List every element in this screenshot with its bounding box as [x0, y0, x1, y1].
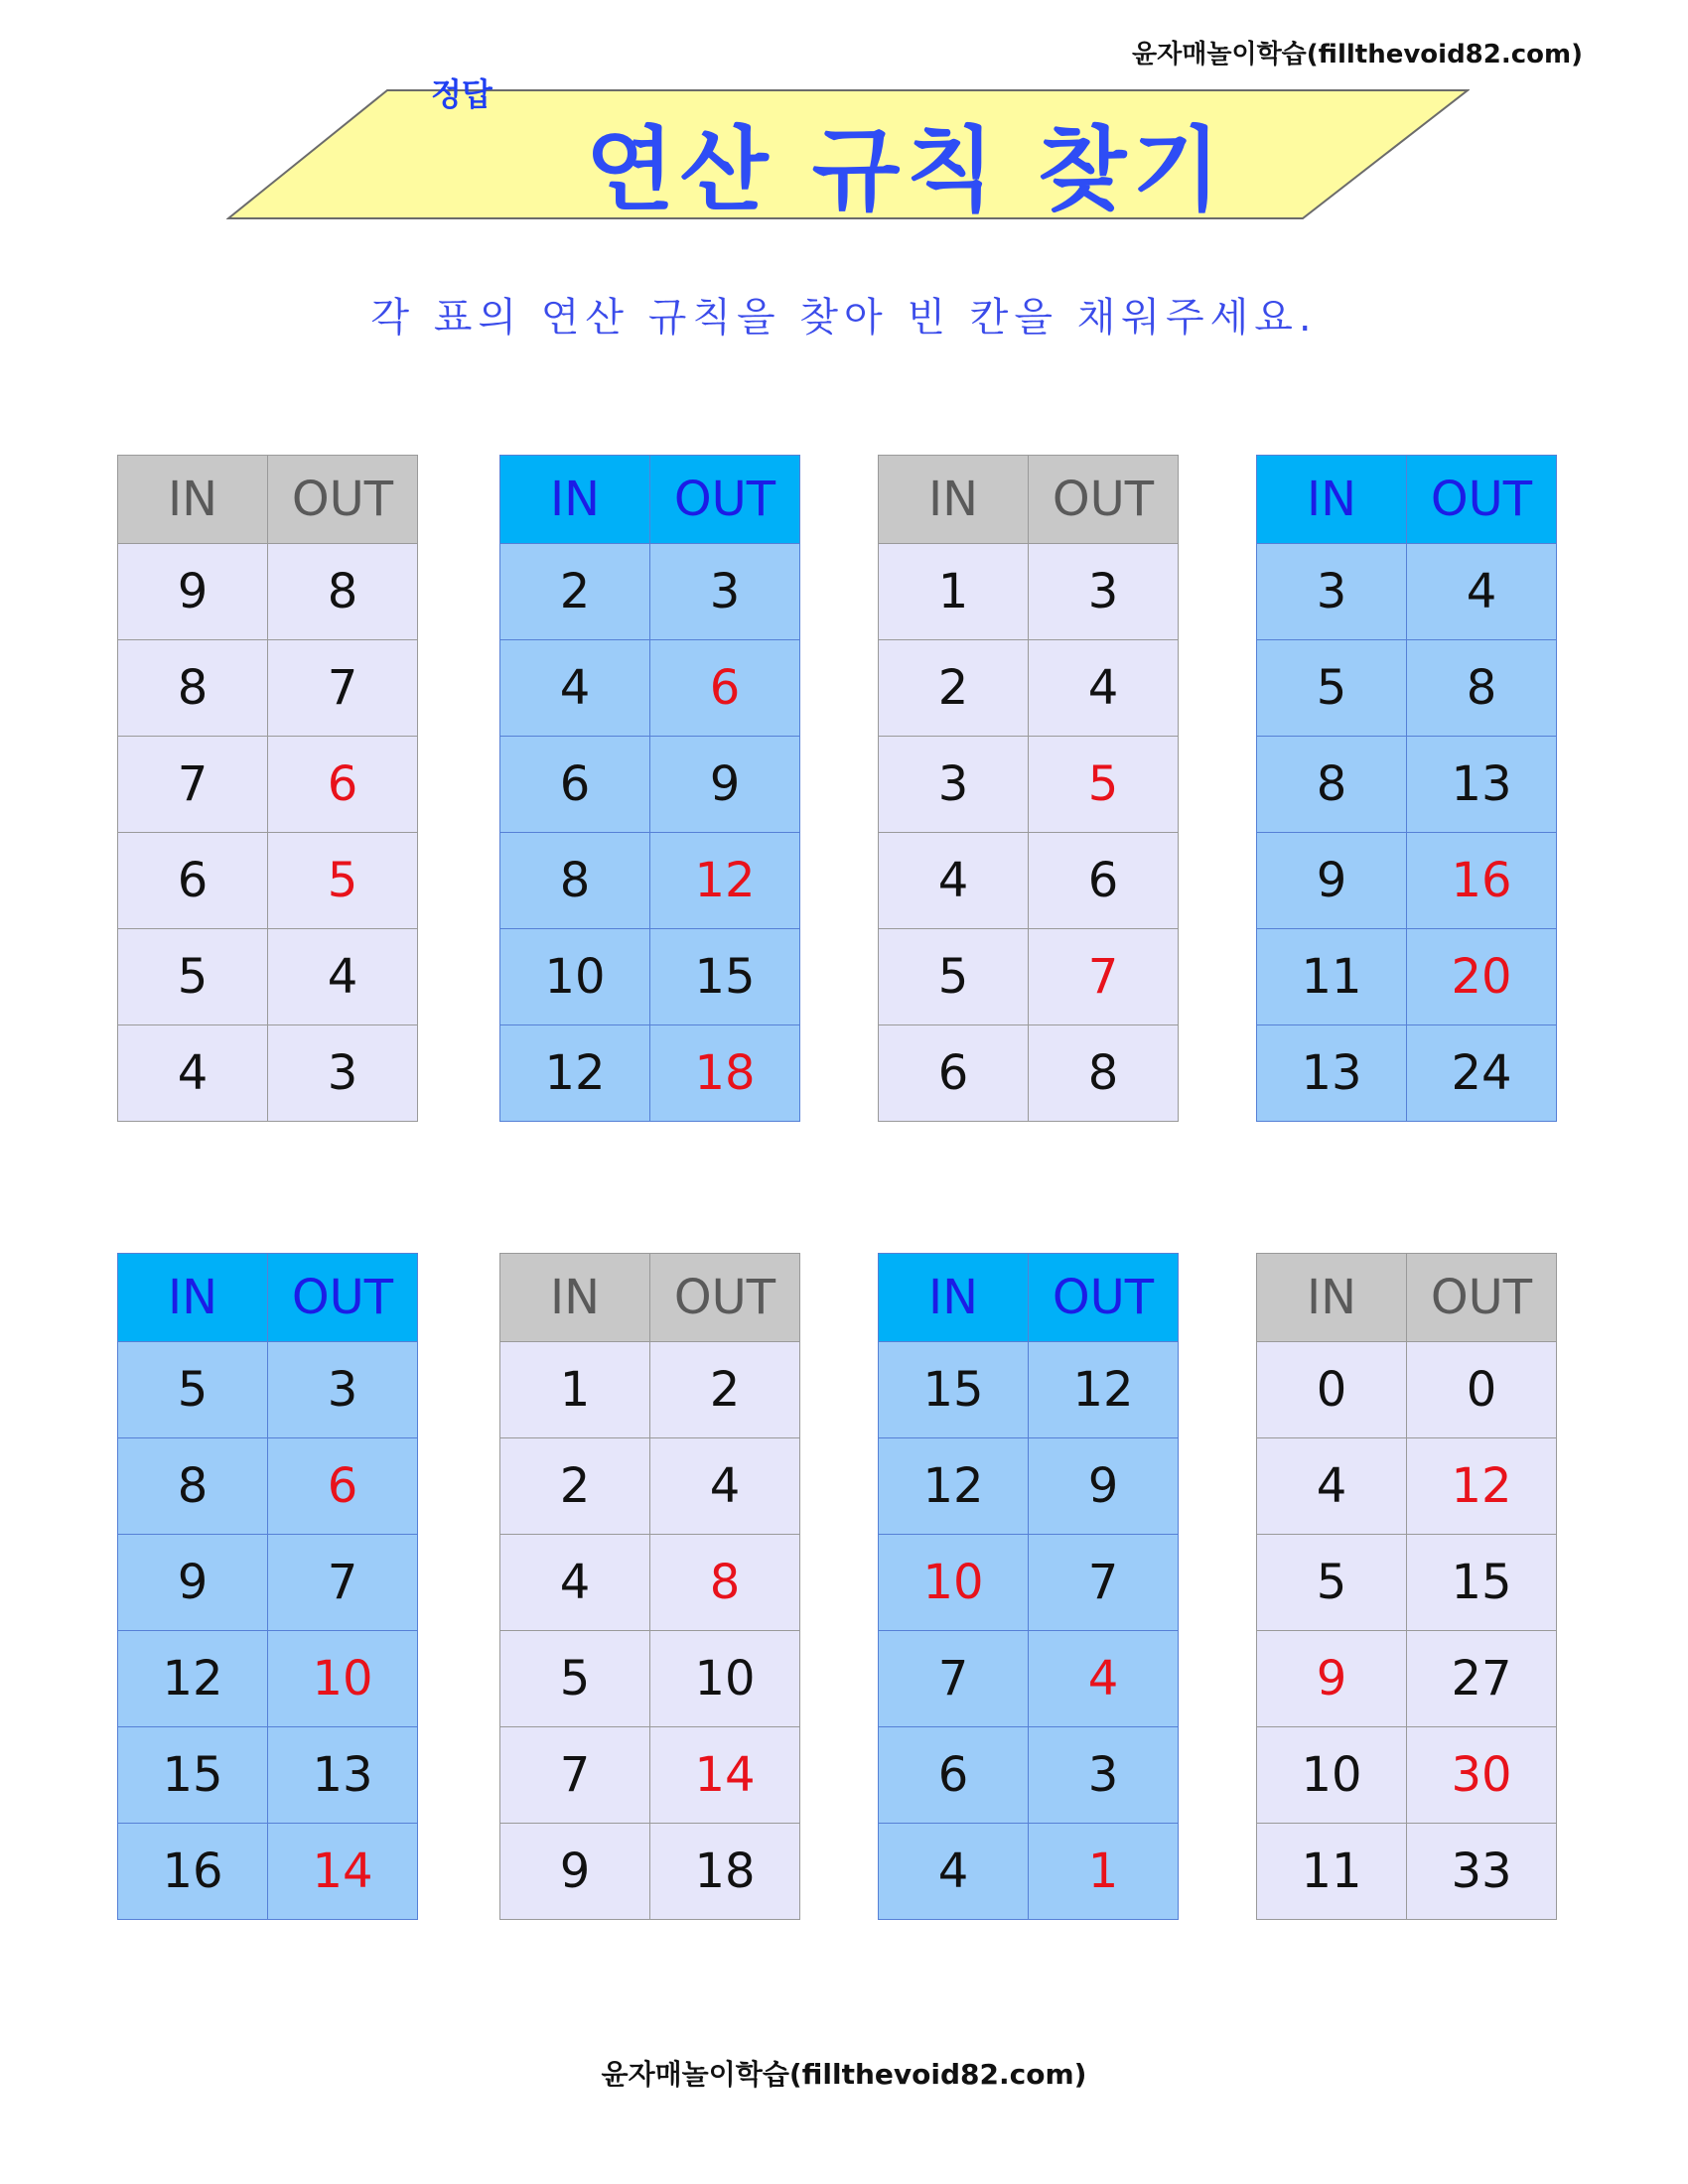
- cell-in: 10: [500, 929, 650, 1025]
- cell-out: 2: [650, 1342, 800, 1438]
- col-header-in: IN: [879, 456, 1029, 544]
- col-header-out: OUT: [1029, 456, 1179, 544]
- cell-in: 12: [118, 1631, 268, 1727]
- cell-in: 11: [1257, 929, 1407, 1025]
- cell-in: 5: [879, 929, 1029, 1025]
- cell-in: 9: [1257, 833, 1407, 929]
- cell-in: 15: [879, 1342, 1029, 1438]
- cell-in: 5: [118, 929, 268, 1025]
- table-row: [118, 833, 418, 929]
- table-row: [1257, 1438, 1557, 1535]
- cell-in: 4: [879, 833, 1029, 929]
- table-row: [118, 1342, 418, 1438]
- cell-in: 9: [118, 1535, 268, 1631]
- table-row: [500, 1342, 800, 1438]
- cell-out: 8: [1029, 1025, 1179, 1122]
- cell-out: 8: [268, 544, 418, 640]
- cell-out: 15: [650, 929, 800, 1025]
- col-header-out: OUT: [1407, 456, 1557, 544]
- cell-in: 7: [879, 1631, 1029, 1727]
- table-row: [879, 1824, 1179, 1920]
- table-row: [500, 1727, 800, 1824]
- cell-in: 2: [500, 1438, 650, 1535]
- cell-out: 1: [1029, 1824, 1179, 1920]
- cell-out: 20: [1407, 929, 1557, 1025]
- cell-in: 5: [1257, 1535, 1407, 1631]
- cell-out: 7: [268, 1535, 418, 1631]
- cell-out: 7: [1029, 1535, 1179, 1631]
- table-row: [500, 737, 800, 833]
- io-table-5: [117, 1253, 418, 1920]
- cell-in: 3: [1257, 544, 1407, 640]
- cell-out: 13: [268, 1727, 418, 1824]
- cell-in: 2: [879, 640, 1029, 737]
- table-row: [500, 1824, 800, 1920]
- table-row: [1257, 929, 1557, 1025]
- io-table-2: [499, 455, 800, 1122]
- table-row: [1257, 1727, 1557, 1824]
- cell-out: 12: [1029, 1342, 1179, 1438]
- table-row: [1257, 640, 1557, 737]
- cell-out: 8: [650, 1535, 800, 1631]
- table-row: [1257, 833, 1557, 929]
- col-header-out: OUT: [1407, 1254, 1557, 1342]
- cell-out: 9: [650, 737, 800, 833]
- cell-out: 13: [1407, 737, 1557, 833]
- cell-in: 0: [1257, 1342, 1407, 1438]
- table-row: [879, 544, 1179, 640]
- cell-in: 9: [1257, 1631, 1407, 1727]
- cell-out: 5: [1029, 737, 1179, 833]
- io-table-7: [878, 1253, 1179, 1920]
- table-row: [879, 640, 1179, 737]
- cell-out: 7: [268, 640, 418, 737]
- col-header-out: OUT: [650, 1254, 800, 1342]
- cell-in: 5: [118, 1342, 268, 1438]
- table-row: [879, 833, 1179, 929]
- cell-out: 24: [1407, 1025, 1557, 1122]
- cell-out: 4: [650, 1438, 800, 1535]
- col-header-in: IN: [118, 1254, 268, 1342]
- cell-in: 6: [879, 1025, 1029, 1122]
- answer-label: 정답: [431, 75, 492, 113]
- cell-out: 15: [1407, 1535, 1557, 1631]
- cell-out: 4: [1029, 1631, 1179, 1727]
- cell-in: 8: [118, 1438, 268, 1535]
- cell-in: 9: [118, 544, 268, 640]
- table-row: [879, 1025, 1179, 1122]
- table-row: [500, 1438, 800, 1535]
- source-credit-bottom: 윤자매놀이학습(fillthevoid82.com): [601, 2058, 1087, 2091]
- cell-out: 6: [268, 737, 418, 833]
- table-row: [1257, 1631, 1557, 1727]
- cell-in: 2: [500, 544, 650, 640]
- table-row: [118, 544, 418, 640]
- cell-out: 27: [1407, 1631, 1557, 1727]
- cell-in: 8: [500, 833, 650, 929]
- cell-out: 14: [650, 1727, 800, 1824]
- table-row: [879, 1438, 1179, 1535]
- cell-in: 4: [879, 1824, 1029, 1920]
- table-row: [879, 1631, 1179, 1727]
- table-row: [879, 929, 1179, 1025]
- cell-out: 10: [650, 1631, 800, 1727]
- col-header-out: OUT: [268, 456, 418, 544]
- table-row: [879, 1535, 1179, 1631]
- table-row: [1257, 737, 1557, 833]
- table-row: [879, 1342, 1179, 1438]
- col-header-in: IN: [500, 1254, 650, 1342]
- cell-out: 9: [1029, 1438, 1179, 1535]
- io-table-3: [878, 455, 1179, 1122]
- table-row: [118, 1535, 418, 1631]
- cell-in: 15: [118, 1727, 268, 1824]
- cell-in: 7: [500, 1727, 650, 1824]
- table-row: [118, 737, 418, 833]
- table-row: [118, 929, 418, 1025]
- cell-in: 12: [500, 1025, 650, 1122]
- cell-in: 12: [879, 1438, 1029, 1535]
- cell-out: 4: [1407, 544, 1557, 640]
- col-header-in: IN: [118, 456, 268, 544]
- cell-out: 5: [268, 833, 418, 929]
- cell-out: 33: [1407, 1824, 1557, 1920]
- table-row: [1257, 1824, 1557, 1920]
- cell-out: 14: [268, 1824, 418, 1920]
- cell-in: 10: [879, 1535, 1029, 1631]
- cell-in: 1: [500, 1342, 650, 1438]
- table-row: [118, 640, 418, 737]
- cell-in: 8: [1257, 737, 1407, 833]
- table-row: [879, 737, 1179, 833]
- cell-in: 16: [118, 1824, 268, 1920]
- col-header-in: IN: [1257, 456, 1407, 544]
- cell-in: 8: [118, 640, 268, 737]
- cell-out: 10: [268, 1631, 418, 1727]
- cell-out: 16: [1407, 833, 1557, 929]
- col-header-in: IN: [879, 1254, 1029, 1342]
- io-table-8: [1256, 1253, 1557, 1920]
- cell-out: 30: [1407, 1727, 1557, 1824]
- cell-out: 12: [650, 833, 800, 929]
- cell-in: 3: [879, 737, 1029, 833]
- table-row: [500, 640, 800, 737]
- col-header-in: IN: [1257, 1254, 1407, 1342]
- cell-out: 12: [1407, 1438, 1557, 1535]
- cell-in: 9: [500, 1824, 650, 1920]
- io-table-6: [499, 1253, 800, 1920]
- table-row: [879, 1727, 1179, 1824]
- table-row: [118, 1025, 418, 1122]
- cell-in: 10: [1257, 1727, 1407, 1824]
- table-row: [500, 1025, 800, 1122]
- col-header-in: IN: [500, 456, 650, 544]
- cell-in: 5: [500, 1631, 650, 1727]
- table-row: [1257, 1025, 1557, 1122]
- cell-in: 4: [118, 1025, 268, 1122]
- cell-out: 3: [268, 1342, 418, 1438]
- table-row: [118, 1438, 418, 1535]
- io-table-1: [117, 455, 418, 1122]
- page-title: 연산 규칙 찾기: [586, 117, 1227, 223]
- table-row: [118, 1631, 418, 1727]
- table-row: [500, 1535, 800, 1631]
- cell-out: 7: [1029, 929, 1179, 1025]
- cell-in: 5: [1257, 640, 1407, 737]
- cell-out: 18: [650, 1025, 800, 1122]
- table-row: [118, 1727, 418, 1824]
- cell-in: 6: [500, 737, 650, 833]
- col-header-out: OUT: [268, 1254, 418, 1342]
- cell-out: 8: [1407, 640, 1557, 737]
- table-row: [1257, 544, 1557, 640]
- instruction-text: 각 표의 연산 규칙을 찾아 빈 칸을 채워주세요.: [370, 295, 1318, 341]
- cell-in: 4: [500, 1535, 650, 1631]
- cell-out: 0: [1407, 1342, 1557, 1438]
- table-row: [1257, 1535, 1557, 1631]
- cell-in: 6: [879, 1727, 1029, 1824]
- cell-out: 6: [650, 640, 800, 737]
- cell-in: 4: [1257, 1438, 1407, 1535]
- cell-out: 3: [650, 544, 800, 640]
- cell-out: 4: [268, 929, 418, 1025]
- cell-in: 1: [879, 544, 1029, 640]
- cell-in: 11: [1257, 1824, 1407, 1920]
- cell-in: 7: [118, 737, 268, 833]
- cell-out: 6: [268, 1438, 418, 1535]
- cell-out: 4: [1029, 640, 1179, 737]
- table-row: [500, 1631, 800, 1727]
- cell-out: 3: [1029, 1727, 1179, 1824]
- col-header-out: OUT: [1029, 1254, 1179, 1342]
- cell-out: 3: [268, 1025, 418, 1122]
- table-row: [1257, 1342, 1557, 1438]
- cell-out: 6: [1029, 833, 1179, 929]
- table-row: [500, 544, 800, 640]
- table-row: [500, 929, 800, 1025]
- col-header-out: OUT: [650, 456, 800, 544]
- cell-out: 18: [650, 1824, 800, 1920]
- io-table-4: [1256, 455, 1557, 1122]
- table-row: [118, 1824, 418, 1920]
- cell-in: 6: [118, 833, 268, 929]
- table-row: [500, 833, 800, 929]
- cell-in: 13: [1257, 1025, 1407, 1122]
- cell-in: 4: [500, 640, 650, 737]
- source-credit-top: 윤자매놀이학습(fillthevoid82.com): [1131, 40, 1583, 69]
- cell-out: 3: [1029, 544, 1179, 640]
